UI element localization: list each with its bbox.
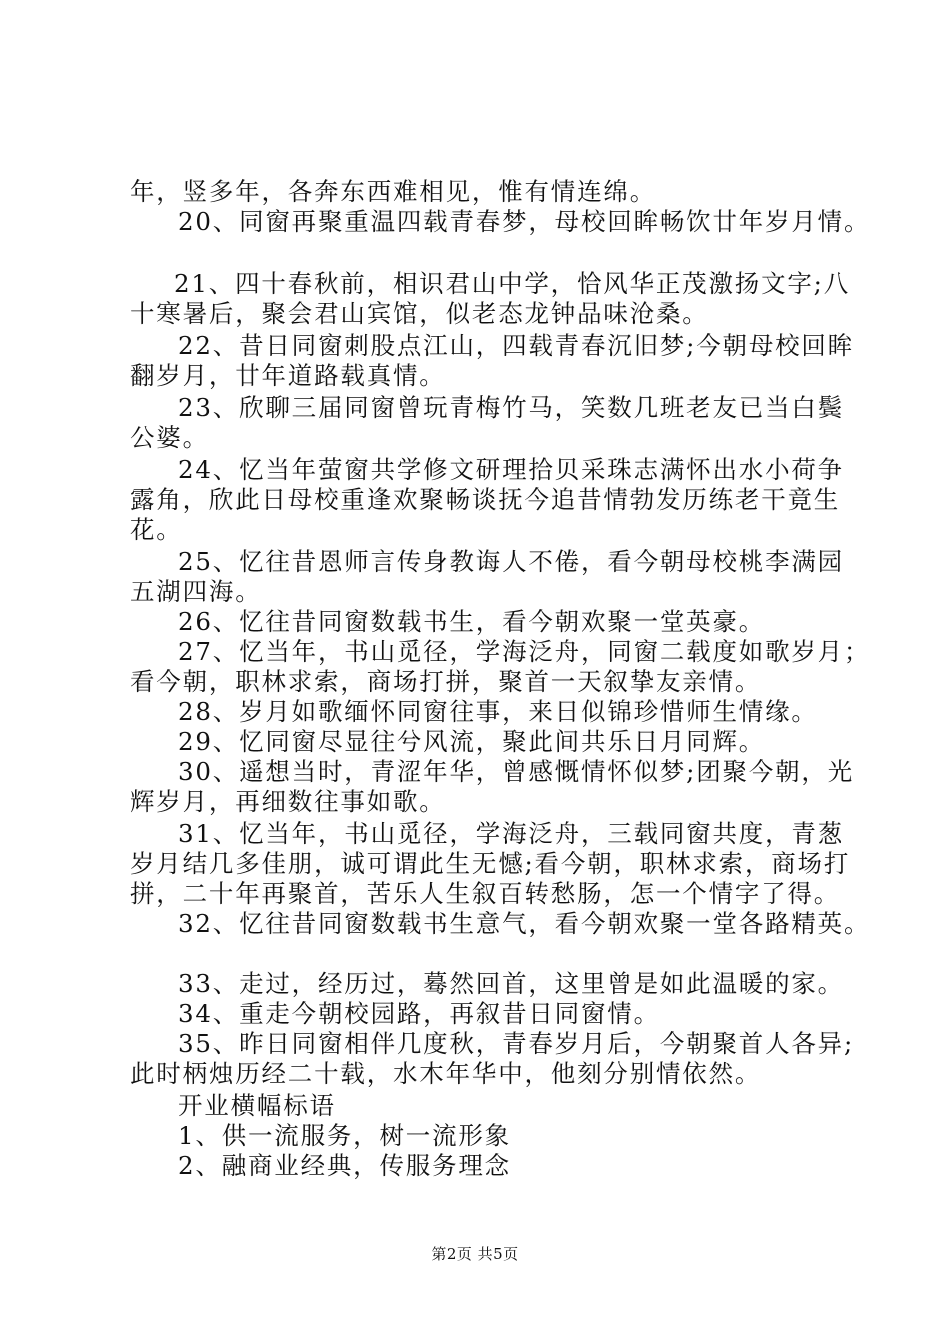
text-line: 岁月结几多佳朋，诚可谓此生无憾;看今朝，职林求索，商场打 xyxy=(130,849,851,878)
text-line: 看今朝，职林求索，商场打拼，聚首一天叙挚友亲情。 xyxy=(130,667,762,696)
text-line: 十寒暑后，聚会君山宾馆，似老态龙钟品味沧桑。 xyxy=(130,299,709,328)
text-line: 33、走过，经历过，蓦然回首，这里曾是如此温暖的家。 xyxy=(178,969,844,998)
text-line: 28、岁月如歌缅怀同窗往事，来日似锦珍惜师生情缘。 xyxy=(178,697,818,726)
text-line: 23、欣聊三届同窗曾玩青梅竹马，笑数几班老友已当白鬓 xyxy=(178,393,844,422)
text-line: 1、供一流服务，树一流形象 xyxy=(178,1121,511,1150)
text-line: 露角，欣此日母校重逢欢聚畅谈抚今追昔情勃发历练老干竟生 xyxy=(130,485,841,514)
text-line: 翻岁月，廿年道路载真情。 xyxy=(130,361,446,390)
text-line: 五湖四海。 xyxy=(130,577,262,606)
text-line: 开业横幅标语 xyxy=(178,1091,336,1120)
text-line: 此时柄烛历经二十载，水木年华中，他刻分别情依然。 xyxy=(130,1059,762,1088)
text-line: 公婆。 xyxy=(130,423,209,452)
text-line: 30、遥想当时，青涩年华，曾感慨情怀似梦;团聚今朝，光 xyxy=(178,757,855,786)
text-line: 花。 xyxy=(130,515,183,544)
text-line: 31、忆当年，书山觅径，学海泛舟，三载同窗共度，青葱 xyxy=(178,819,844,848)
page-number-footer: 第2页 共5页 xyxy=(431,1245,519,1263)
text-line: 35、昨日同窗相伴几度秋，青春岁月后，今朝聚首人各异; xyxy=(178,1029,855,1058)
text-line: 21、四十春秋前，相识君山中学，恰风华正茂激扬文字;八 xyxy=(174,269,851,298)
text-line: 辉岁月，再细数往事如歌。 xyxy=(130,787,446,816)
text-line: 2、融商业经典，传服务理念 xyxy=(178,1151,511,1180)
text-line: 29、忆同窗尽显往兮风流，聚此间共乐日月同辉。 xyxy=(178,727,766,756)
text-line: 拼，二十年再聚首，苦乐人生叙百转愁肠，怎一个情字了得。 xyxy=(130,879,841,908)
text-line: 26、忆往昔同窗数载书生，看今朝欢聚一堂英豪。 xyxy=(178,607,766,636)
text-line: 25、忆往昔恩师言传身教诲人不倦，看今朝母校桃李满园 xyxy=(178,547,844,576)
text-line: 27、忆当年，书山觅径，学海泛舟，同窗二载度如歌岁月； xyxy=(178,637,871,666)
text-line: 22、昔日同窗刺股点江山，四载青春沉旧梦;今朝母校回眸 xyxy=(178,331,855,360)
text-line: 24、忆当年萤窗共学修文研理拾贝采珠志满怀出水小荷争 xyxy=(178,455,844,484)
text-line: 32、忆往昔同窗数载书生意气，看今朝欢聚一堂各路精英。 xyxy=(178,909,871,938)
text-line: 年，竖多年，各奔东西难相见，惟有情连绵。 xyxy=(130,177,656,206)
text-line: 34、重走今朝校园路，再叙昔日同窗情。 xyxy=(178,999,660,1028)
text-line: 20、同窗再聚重温四载青春梦，母校回眸畅饮廿年岁月情。 xyxy=(178,207,871,236)
